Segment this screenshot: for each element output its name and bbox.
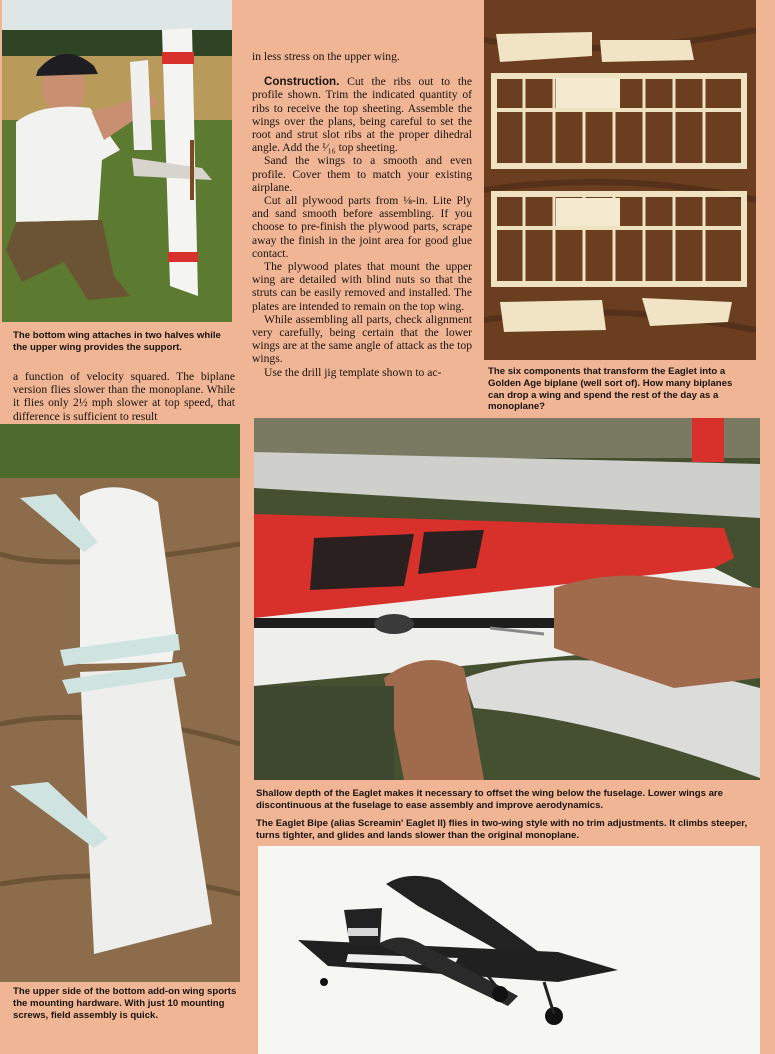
paragraph: Sand the wings to a smooth and even profile. Cover them to match your existing airplane.: [252, 154, 472, 194]
caption-flight-photo: The Eaglet Bipe (alias Screamin' Eaglet II) flies in two-wing style with no trim adjustments. It climbs steeper, turns tighter, and glides and lands slower than the original monoplane.: [256, 818, 748, 841]
photo-wing-offset-fuselage: [254, 418, 760, 780]
photo-bottom-wing-hardware: [0, 424, 240, 982]
paragraph: Use the drill jig template shown to ac-: [264, 365, 442, 379]
paragraph-text: Cut the ribs out to the profile shown. Trim the indicated quantity of ribs to receive the top sheeting. Assemble the wings over the plans, being careful to set the root and strut slot ribs at the proper dihedral angle. Add the ¹⁄₁₆ top sheeting.: [252, 75, 472, 155]
article-column-middle: [252, 50, 472, 379]
photo-pilot-holding-model: [2, 0, 232, 322]
paragraph: Cut all plywood parts from ⅛-in. Lite Ply and sand smooth before assembling. If you choose to pre-finish the plywood parts, scrape away the finish in the joint area for good glue contact.: [252, 194, 472, 260]
section-heading-construction: Construction.: [264, 75, 340, 89]
caption-wing-photo: The upper side of the bottom add-on wing sports the mounting hardware. With just 10 mounting screws, field assembly is quick.: [13, 986, 237, 1021]
photo-biplane-in-flight: [258, 846, 760, 1054]
paragraph: in less stress on the upper wing.: [252, 50, 400, 63]
photo-wing-components: [484, 0, 756, 360]
caption-pilot-photo: The bottom wing attaches in two halves while the upper wing provides the support.: [13, 330, 221, 353]
paragraph: The plywood plates that mount the upper wing are detailed with blind nuts so that the struts can be easily removed and installed. The plates are intended to remain on the top wing.: [252, 260, 472, 313]
paragraph-construction: [252, 75, 472, 154]
caption-fuselage-photo: Shallow depth of the Eaglet makes it necessary to offset the wing below the fuselage. Lower wings are discontinuous at the fuselage to ease assembly and improve aerodynamics.: [256, 788, 723, 811]
paragraph: While assembling all parts, check alignment very carefully, being certain that the lower wings are at the same angle of attack as the top wings.: [252, 312, 472, 366]
paragraph: a function of velocity squared. The biplane version flies slower than the monoplane. While it flies only 2½ mph slower at top speed, that difference is sufficient to result: [13, 370, 235, 423]
article-column-left: [13, 370, 235, 423]
caption-components-photo: The six components that transform the Eaglet into a Golden Age biplane (well sort of). How many biplanes can drop a wing and spend the rest of the day as a monoplane?: [488, 366, 733, 413]
